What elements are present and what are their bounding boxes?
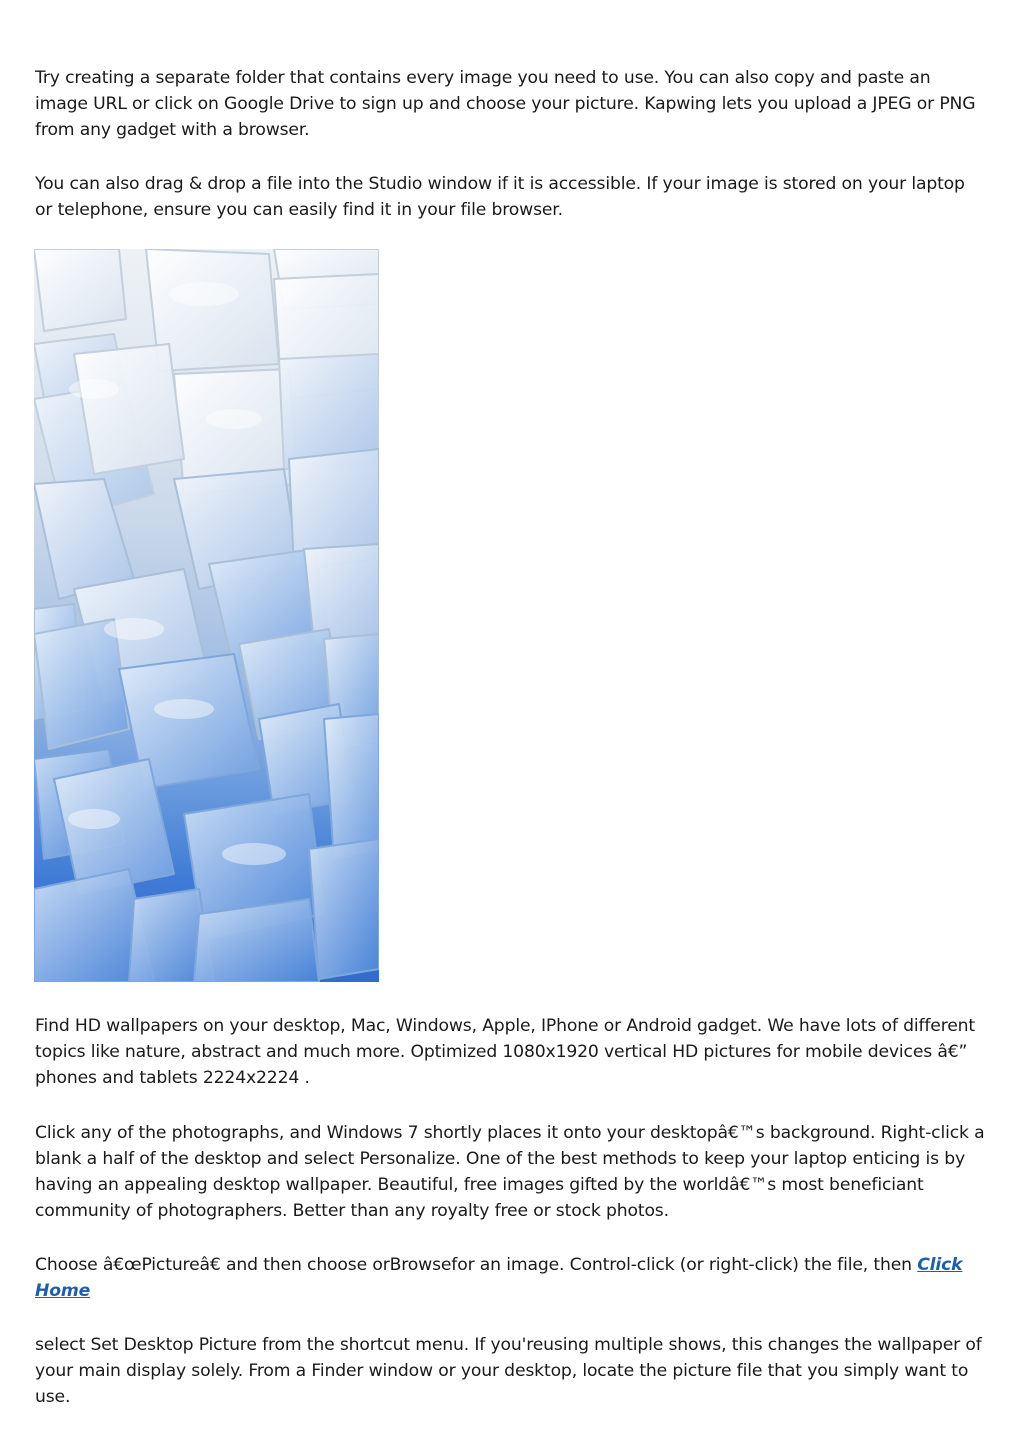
click-home-link[interactable]: Click Home xyxy=(35,1255,963,1301)
paragraph-drag-drop: You can also drag & drop a file into the Studio window if it is accessible. If your image is stored on your laptop or telephone, ensure you can easily find it in your file browser. xyxy=(35,174,965,220)
ice-cubes-photo xyxy=(34,249,379,982)
paragraph-set-desktop: select Set Desktop Picture from the shortcut menu. If you'reusing multiple shows, this changes the wallpaper of your main display solely. From a Finder window or your desktop, locate the picture file that you simply want to use. xyxy=(35,1335,982,1407)
paragraph-hd-wallpapers: Find HD wallpapers on your desktop, Mac, Windows, Apple, IPhone or Android gadget. We have lots of different topics like nature, abstract and much more. Optimized 1080x1920 vertical HD pictures for mobile devices â€” phones and tablets 2224x2224 . xyxy=(35,1016,975,1088)
choose-picture-text: Choose â€œPictureâ€ and then choose orBrowsefor an image. Control-click (or right-click) the file, then xyxy=(35,1255,918,1275)
paragraph-intro: Try creating a separate folder that contains every image you need to use. You can also copy and paste an image URL or click on Google Drive to sign up and choose your picture. Kapwing lets you upload a JPEG or PNG from any gadget with a browser. xyxy=(35,68,976,140)
paragraph-windows-7: Click any of the photographs, and Windows 7 shortly places it onto your desktopâ€™s background. Right-click a blank a half of the desktop and select Personalize. One of the best methods to keep your laptop enticing is by having an appealing desktop wallpaper. Beautiful, free images gifted by the worldâ€™s most beneficiant community of photographers. Better than any royalty free or stock photos. xyxy=(35,1123,985,1221)
paragraph-choose-picture xyxy=(35,1252,987,1304)
ice-cubes-illustration xyxy=(34,249,379,982)
